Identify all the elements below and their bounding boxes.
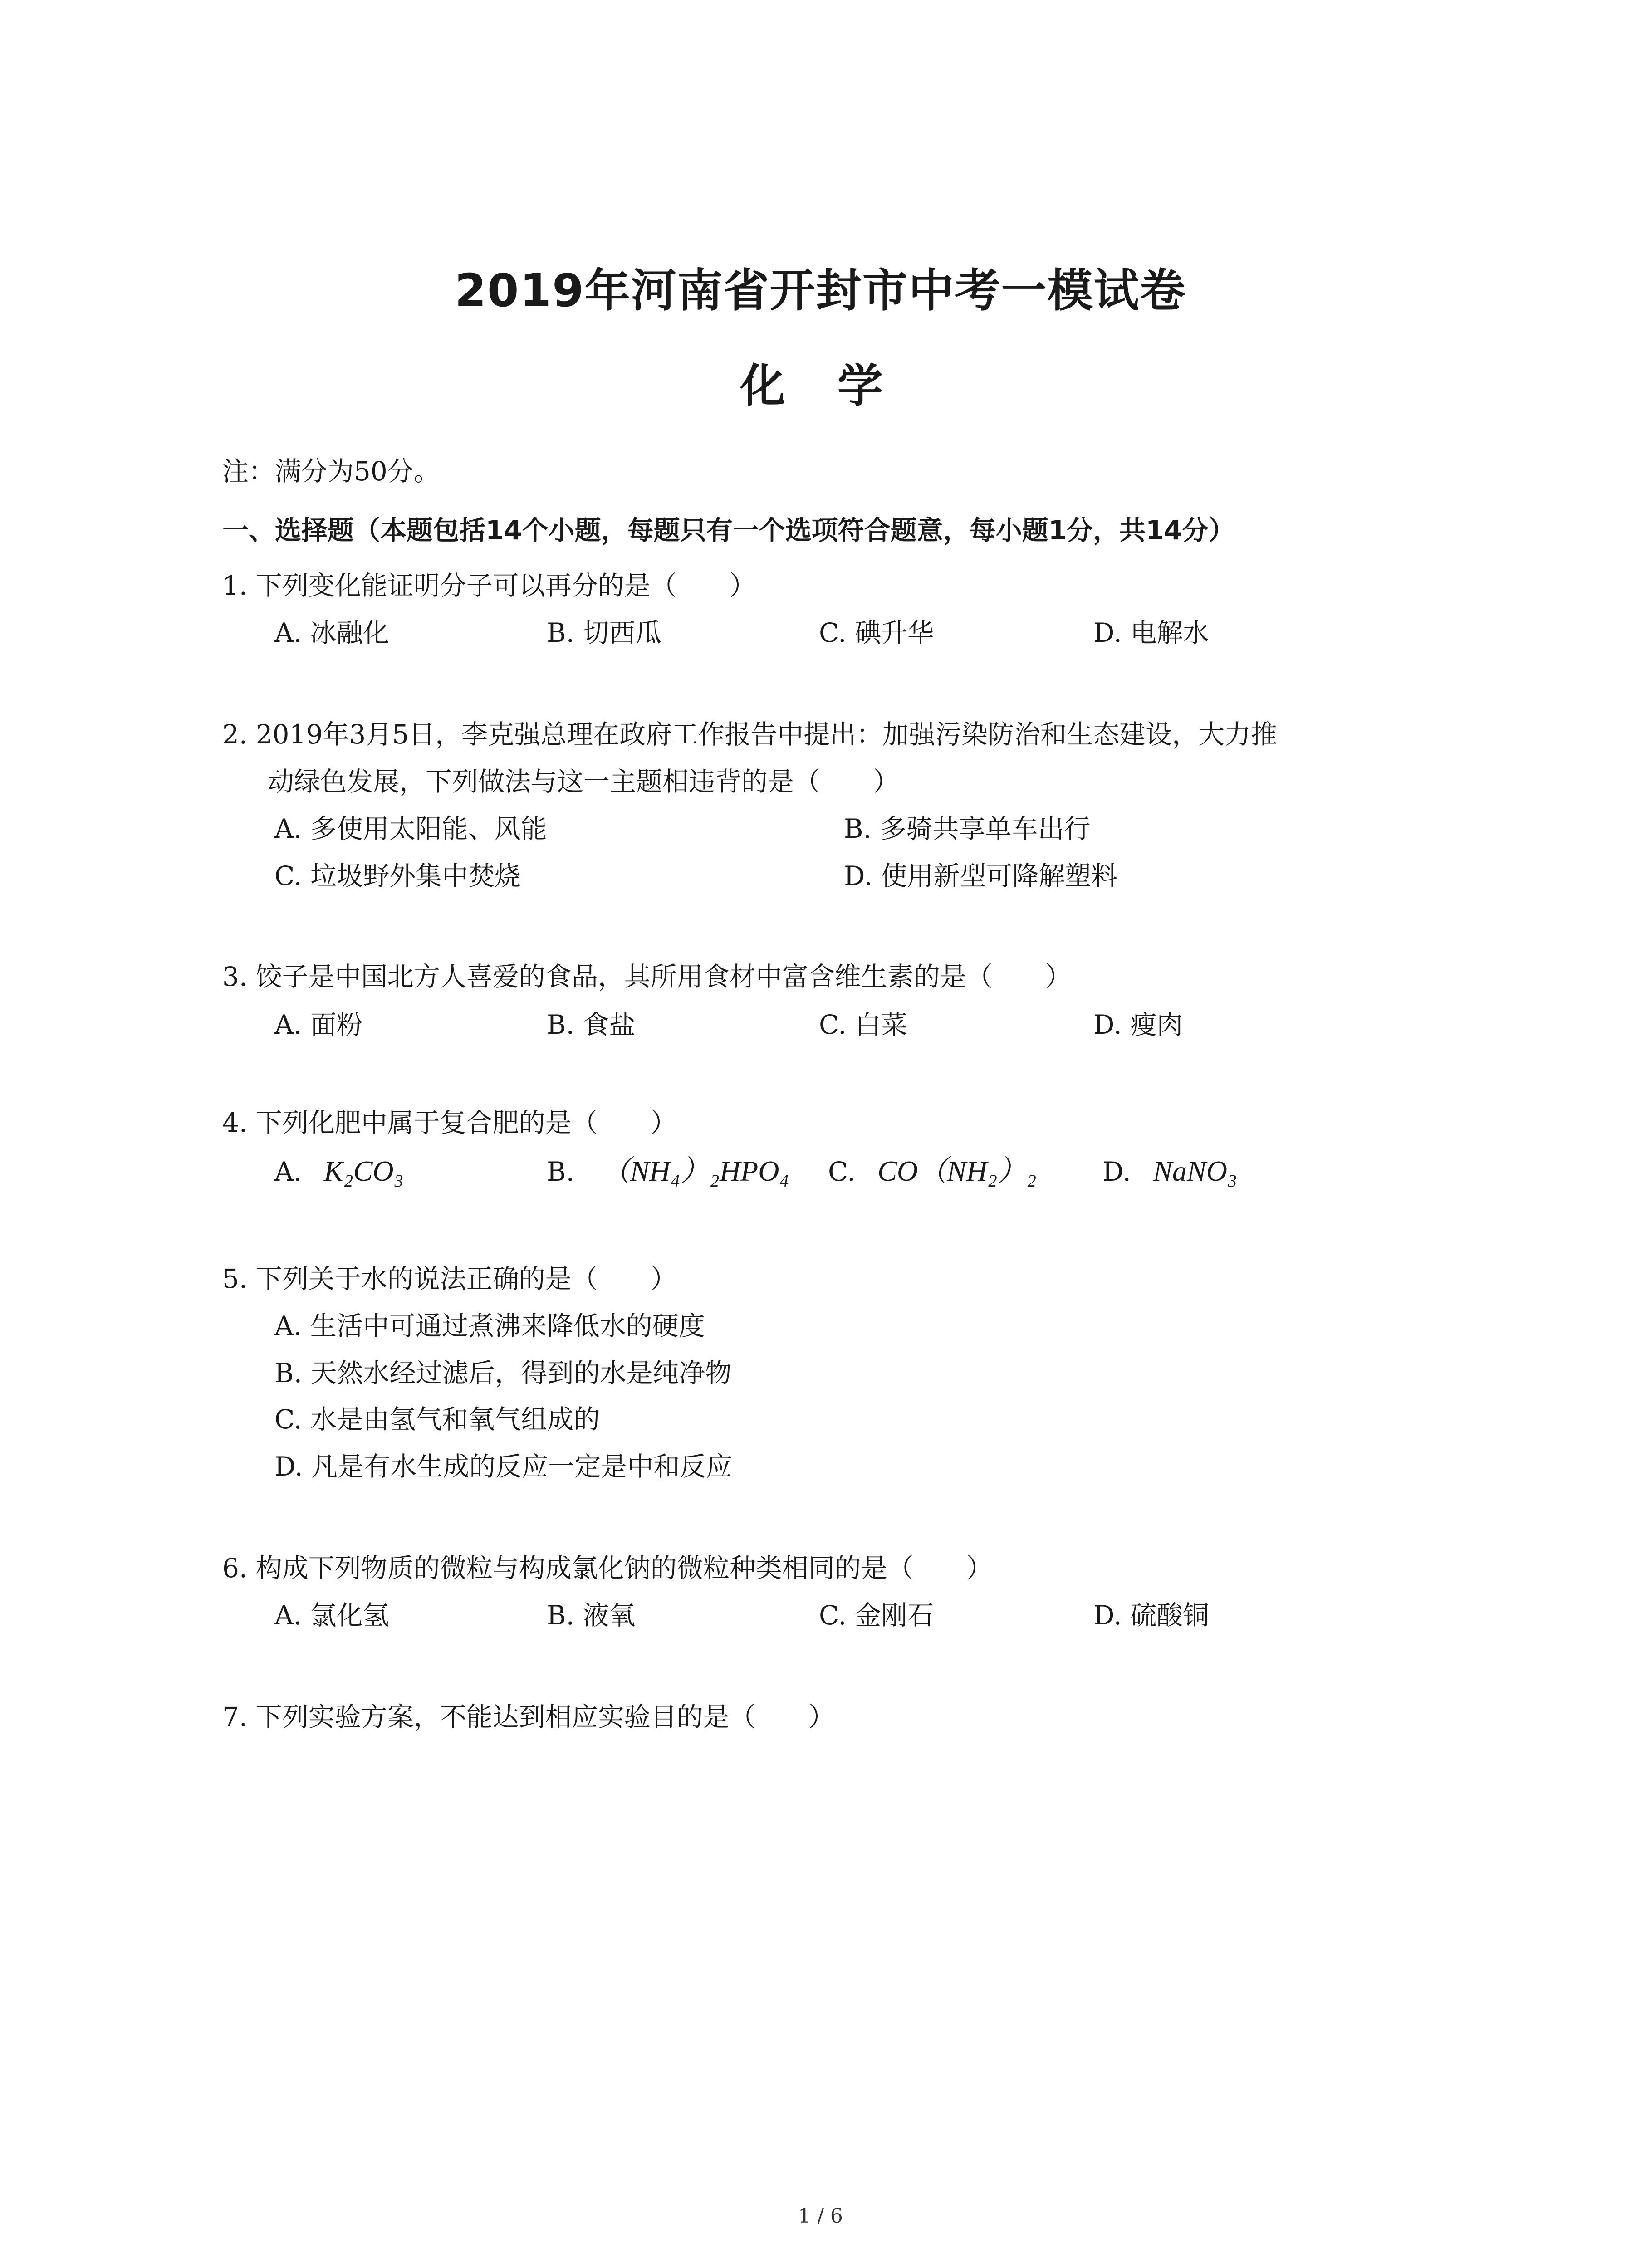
question-5-stem: 5. 下列关于水的说法正确的是（ ） (222, 1263, 677, 1294)
question-7-stem: 7. 下列实验方案，不能达到相应实验目的是（ ） (222, 1701, 835, 1732)
option-c-label: C. (828, 1156, 856, 1187)
question-3-option-b: B. 食盐 (547, 1009, 636, 1040)
question-4-option-c (828, 1157, 1037, 1186)
question-1-option-b: B. 切西瓜 (547, 617, 662, 648)
question-3-stem: 3. 饺子是中国北方人喜爱的食品，其所用食材中富含维生素的是（ ） (222, 961, 1072, 992)
question-6-option-c: C. 金刚石 (819, 1600, 934, 1631)
exam-title: 2019年河南省开封市中考一模试卷 (455, 264, 1186, 317)
option-b-label: B. (547, 1156, 575, 1187)
option-a-formula: K₂CO₃ (323, 1155, 404, 1187)
question-3-option-d: D. 瘦肉 (1093, 1009, 1183, 1040)
option-d-label: D. (1102, 1156, 1131, 1187)
question-1-option-d: D. 电解水 (1093, 617, 1210, 648)
option-d-formula: NaNO₃ (1153, 1155, 1238, 1187)
exam-subject: 化 学 (740, 359, 901, 412)
score-note: 注：满分为50分。 (222, 456, 440, 487)
option-c-formula: CO（NH₂）₂ (877, 1155, 1037, 1187)
question-2-option-d: D. 使用新型可降解塑料 (844, 860, 1118, 891)
option-a-label: A. (274, 1156, 302, 1187)
question-2-option-c: C. 垃圾野外集中焚烧 (274, 860, 521, 891)
option-b-formula: （NH₄）₂HPO₄ (601, 1155, 789, 1187)
question-2-option-a: A. 多使用太阳能、风能 (274, 813, 547, 844)
question-2-stem-line-2: 动绿色发展，下列做法与这一主题相违背的是（ ） (268, 766, 900, 797)
question-4-option-b (547, 1157, 789, 1186)
question-5-option-c: C. 水是由氢气和氧气组成的 (274, 1404, 600, 1435)
section-heading: 一、选择题（本题包括14个小题，每题只有一个选项符合题意，每小题1分，共14分） (222, 515, 1235, 546)
question-1-option-c: C. 碘升华 (819, 617, 934, 648)
question-1-option-a: A. 冰融化 (274, 617, 389, 648)
question-3-option-c: C. 白菜 (819, 1009, 908, 1040)
question-4-option-a (274, 1157, 404, 1186)
question-5-option-a: A. 生活中可通过煮沸来降低水的硬度 (274, 1310, 705, 1341)
question-5-option-d: D. 凡是有水生成的反应一定是中和反应 (274, 1451, 733, 1482)
question-1-stem: 1. 下列变化能证明分子可以再分的是（ ） (222, 570, 756, 601)
question-4-stem: 4. 下列化肥中属于复合肥的是（ ） (222, 1107, 677, 1138)
question-6-option-b: B. 液氧 (547, 1600, 636, 1631)
question-4-option-d (1102, 1157, 1237, 1186)
question-6-stem: 6. 构成下列物质的微粒与构成氯化钠的微粒种类相同的是（ ） (222, 1553, 993, 1584)
question-2-option-b: B. 多骑共享单车出行 (844, 813, 1091, 844)
question-6-option-d: D. 硫酸铜 (1093, 1600, 1210, 1631)
question-2-stem-line-1: 2. 2019年3月5日，李克强总理在政府工作报告中提出：加强污染防治和生态建设，大力推 (222, 719, 1278, 750)
page-number: 1 / 6 (798, 2204, 843, 2228)
question-3-option-a: A. 面粉 (274, 1009, 363, 1040)
question-5-option-b: B. 天然水经过滤后，得到的水是纯净物 (274, 1358, 732, 1388)
question-6-option-a: A. 氯化氢 (274, 1600, 389, 1631)
